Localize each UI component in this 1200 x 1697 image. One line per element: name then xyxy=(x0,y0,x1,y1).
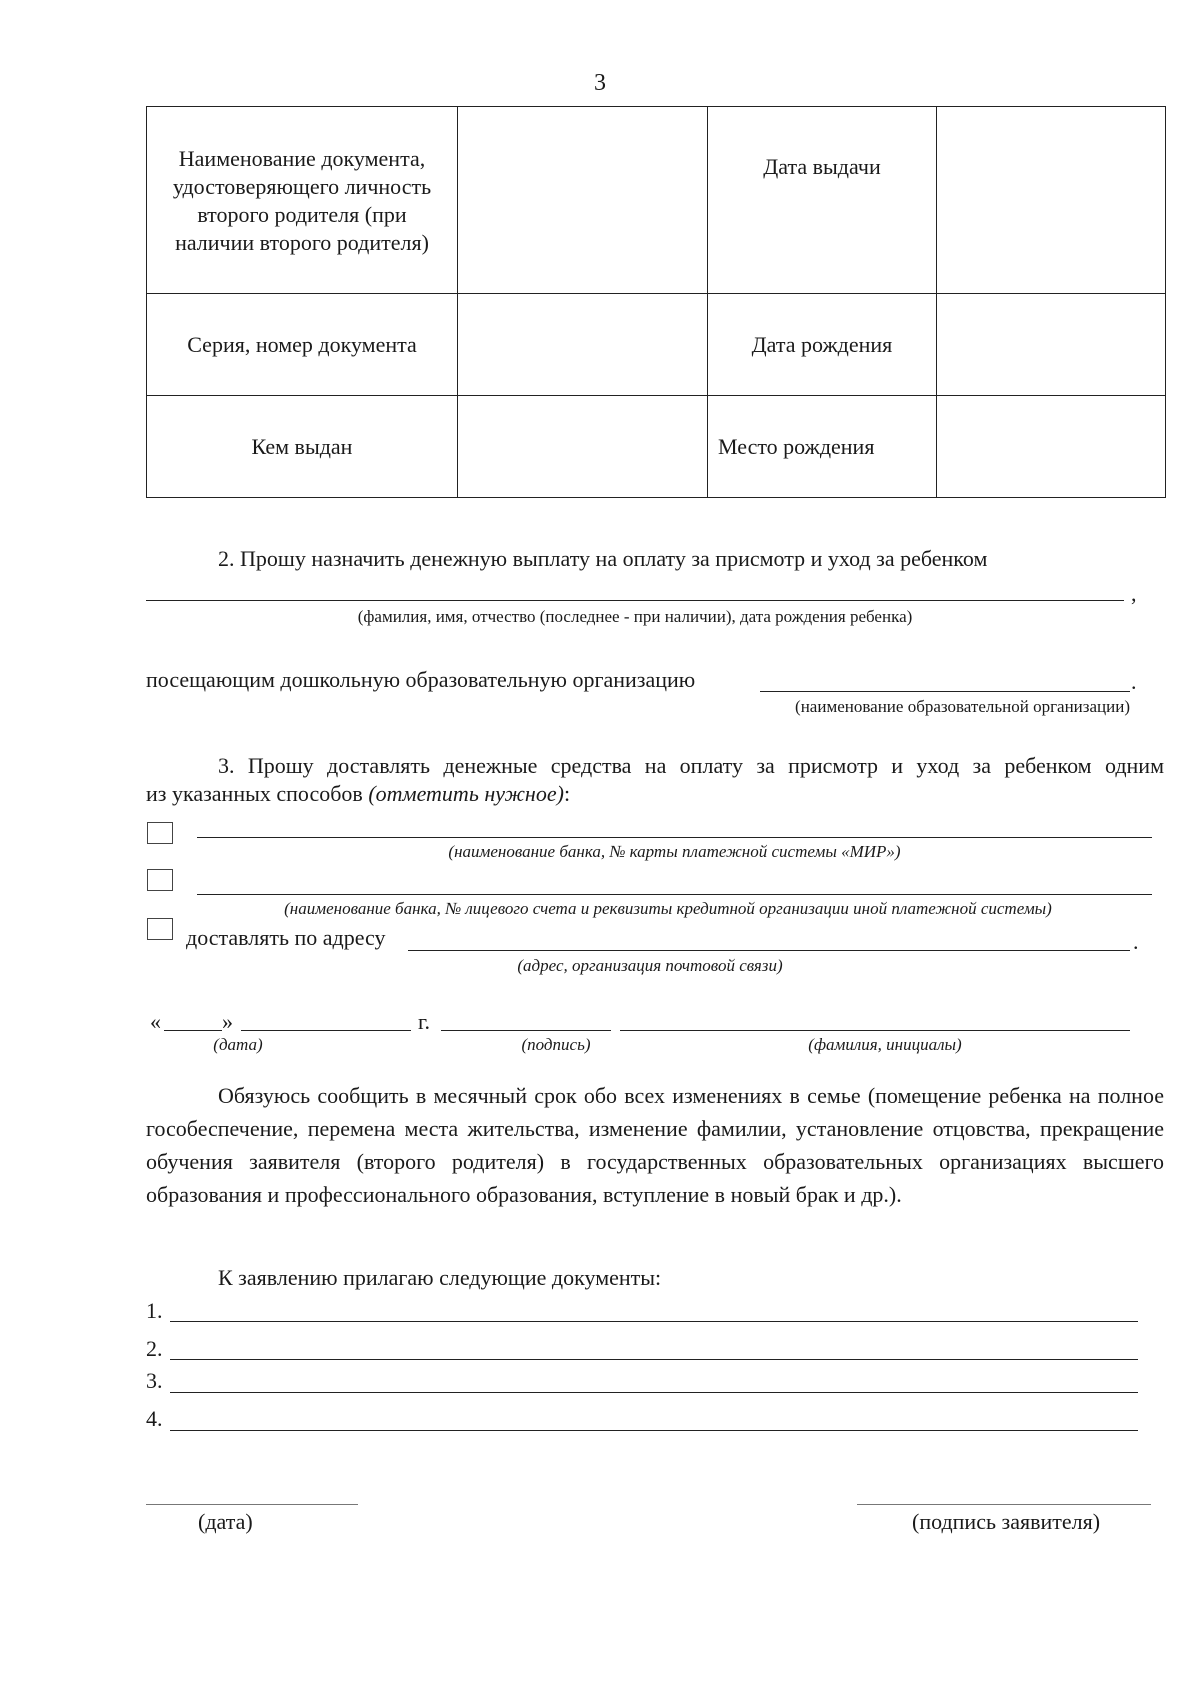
attachment-number-3: 3. xyxy=(146,1368,163,1393)
issue-date-label: Дата выдачи xyxy=(708,107,937,294)
attachment-line-2[interactable] xyxy=(170,1359,1138,1360)
birth-place-field[interactable] xyxy=(937,396,1166,498)
second-parent-document-table xyxy=(146,106,1166,498)
org-text: посещающим дошкольную образовательную организацию xyxy=(146,667,696,692)
address-caption: (адрес, организация почтовой связи) xyxy=(517,956,783,975)
page-number: 3 xyxy=(594,70,606,96)
section2-comma: , xyxy=(1131,581,1137,606)
attachment-number-1: 1. xyxy=(146,1298,163,1323)
attachment-number-2: 2. xyxy=(146,1336,163,1361)
year-suffix: г. xyxy=(418,1009,431,1034)
obligation-paragraph: Обязуюсь сообщить в месячный срок обо всех изменениях в семье (помещение ребенка на полное гособеспечение, перемена места жительства, изменение фамилии, установление отцовства, прекращение обучения заявителя (второго родителя) в государственных образовательных организациях высшего образования и профессионального образования, вступление в новый брак и др.). xyxy=(146,1083,1164,1207)
section3-text-line2-italic: (отметить нужное) xyxy=(368,781,564,806)
attachment-line-1[interactable] xyxy=(170,1321,1138,1322)
footer-signature-caption: (подпись заявителя) xyxy=(912,1509,1101,1534)
org-name-caption: (наименование образовательной организации) xyxy=(795,697,1130,716)
address-label: доставлять по адресу xyxy=(186,925,386,950)
footer-signature-line[interactable] xyxy=(857,1504,1151,1505)
footer-date-line[interactable] xyxy=(146,1504,358,1505)
child-name-caption: (фамилия, имя, отчество (последнее - при наличии), дата рождения ребенка) xyxy=(357,607,913,626)
issued-by-label: Кем выдан xyxy=(147,396,458,498)
footer-date-caption: (дата) xyxy=(198,1509,253,1534)
document-name-label: Наименование документа, удостоверяющего личность второго родителя (при наличии второго родителя) xyxy=(147,107,458,294)
attachment-line-4[interactable] xyxy=(170,1430,1138,1431)
birth-date-label: Дата рождения xyxy=(708,294,937,396)
account-details-caption: (наименование банка, № лицевого счета и реквизиты кредитной организации иной платежной системы) xyxy=(284,899,1052,918)
org-name-line[interactable] xyxy=(760,691,1130,692)
option-card-checkbox[interactable] xyxy=(147,822,173,844)
child-name-line[interactable] xyxy=(146,600,1124,601)
full-name-caption: (фамилия, инициалы) xyxy=(808,1035,962,1054)
section3-text-line2 xyxy=(146,780,570,808)
section3-text-line1: 3. Прошу доставлять денежные средства на оплату за присмотр и уход за ребенком одним xyxy=(218,753,1164,778)
date-caption: (дата) xyxy=(213,1035,263,1054)
series-number-field[interactable] xyxy=(458,294,708,396)
full-name-line[interactable] xyxy=(620,1030,1130,1031)
attachment-line-3[interactable] xyxy=(170,1392,1138,1393)
account-details-line[interactable] xyxy=(197,894,1152,895)
month-line[interactable] xyxy=(241,1030,411,1031)
card-details-line[interactable] xyxy=(197,837,1152,838)
series-number-label: Серия, номер документа xyxy=(147,294,458,396)
address-period: . xyxy=(1133,929,1139,954)
document-name-field[interactable] xyxy=(458,107,708,294)
date-close-quote: » xyxy=(222,1009,233,1034)
issue-date-field[interactable] xyxy=(937,107,1166,294)
birth-place-label: Место рождения xyxy=(708,396,937,498)
day-line[interactable] xyxy=(164,1030,222,1031)
section2-text: 2. Прошу назначить денежную выплату на оплату за присмотр и уход за ребенком xyxy=(218,546,988,571)
date-open-quote: « xyxy=(150,1009,161,1034)
option-account-checkbox[interactable] xyxy=(147,869,173,891)
signature-caption: (подпись) xyxy=(521,1035,591,1054)
section3-text-line2-end: : xyxy=(563,781,571,806)
address-line[interactable] xyxy=(408,950,1130,951)
attachment-number-4: 4. xyxy=(146,1406,163,1431)
card-details-caption: (наименование банка, № карты платежной системы «МИР») xyxy=(448,842,901,861)
issued-by-field[interactable] xyxy=(458,396,708,498)
attachments-heading: К заявлению прилагаю следующие документы: xyxy=(218,1265,662,1290)
birth-date-field[interactable] xyxy=(937,294,1166,396)
section3-text-line2-start: из указанных способов xyxy=(146,781,369,806)
org-period: . xyxy=(1131,669,1137,694)
option-address-checkbox[interactable] xyxy=(147,918,173,940)
signature-line[interactable] xyxy=(441,1030,611,1031)
